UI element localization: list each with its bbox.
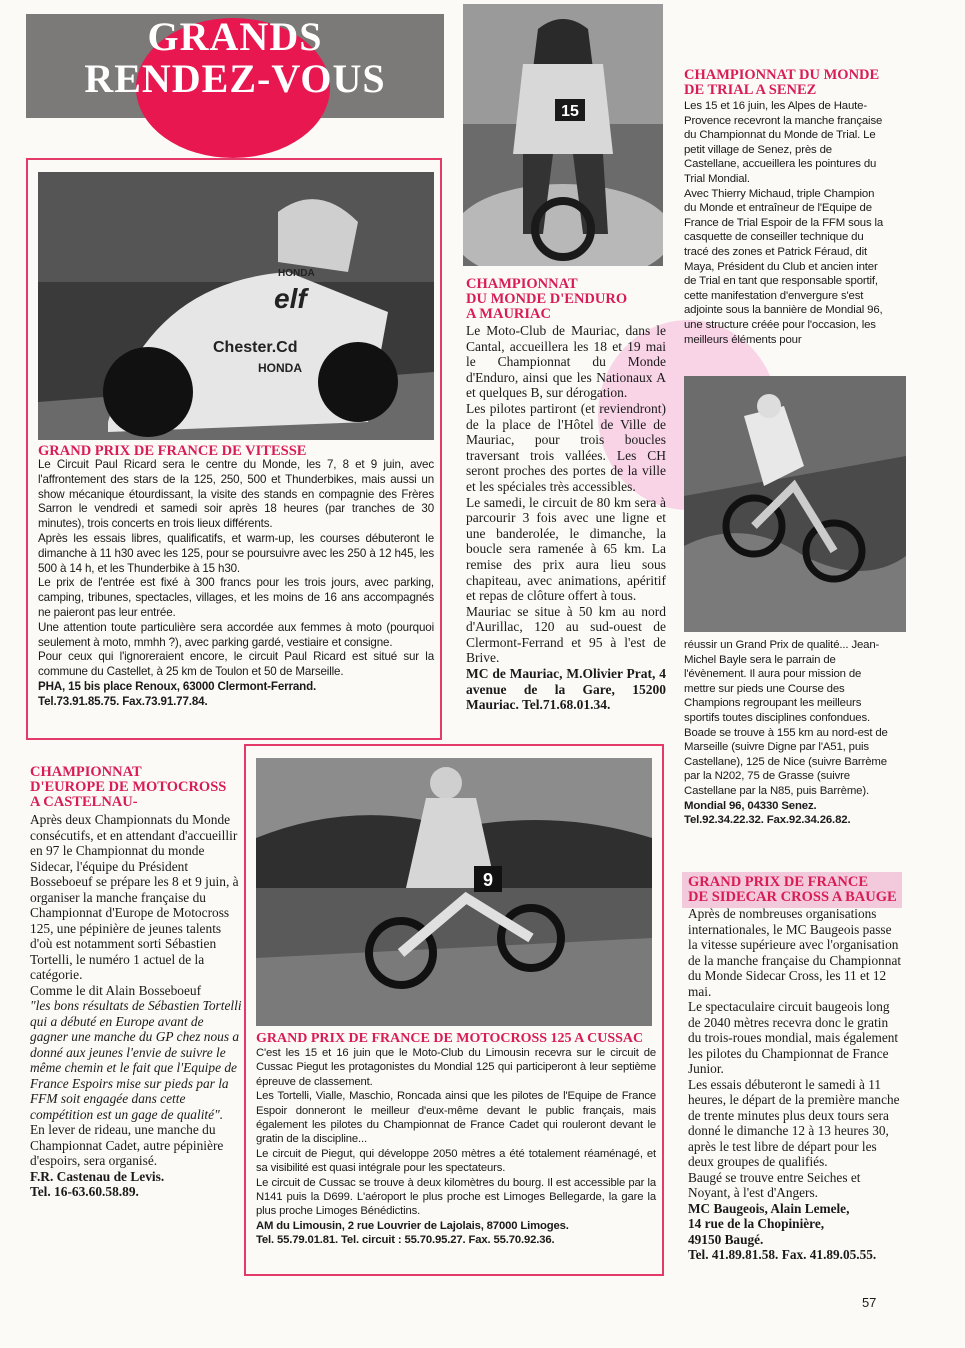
vitesse-heading: GRAND PRIX DE FRANCE DE VITESSE bbox=[38, 443, 307, 459]
trial-heading-line2: DE TRIAL A SENEZ bbox=[684, 82, 817, 98]
photo-road-racer bbox=[38, 172, 434, 440]
europe-paragraph: En lever de rideau, une manche du Championnat Cadet, autre pépinière d'espoirs, sera organisé. bbox=[30, 1122, 224, 1168]
cussac-paragraph: C'est les 15 et 16 juin que le Moto-Club du Limousin recevra sur le circuit de Cussac Piegut les protagonistes du Mondial 125 qui participeront à leur septième épreuve de classement. bbox=[256, 1047, 656, 1088]
enduro-heading-line2: DU MONDE D'ENDURO bbox=[466, 291, 628, 307]
europe-heading-line2: D'EUROPE DE MOTOCROSS bbox=[30, 779, 227, 795]
page-title bbox=[26, 16, 444, 100]
sidecar-paragraph: Les essais débuteront le samedi à 11 heures, le départ de la première manche de trente minutes plus deux tours sera donné le dimanche 12 à 13 heures 30, après le test libre de départ pour les deux groupes de qualifiés. bbox=[688, 1076, 900, 1169]
europe-paragraph: Comme le dit Alain Bosseboeuf bbox=[30, 982, 202, 998]
trial-paragraph: Les 15 et 16 juin, les Alpes de Haute-Provence recevront la manche française du Championnat du Monde de Trial. Le petit village de Senez, près de Castellane, accueillera les pointures du Trial Mondial. bbox=[684, 100, 883, 185]
sidecar-contact-club: MC Baugeois, Alain Lemele, bbox=[688, 1200, 850, 1216]
vitesse-body bbox=[38, 458, 434, 710]
vitesse-contact-phone: Tel.73.91.85.75. Fax.73.91.77.84. bbox=[38, 694, 208, 708]
europe-heading-line3: A CASTELNAU- bbox=[30, 794, 138, 810]
trial-body bbox=[684, 99, 888, 347]
sidecar-contact-city: 49150 Baugé. bbox=[688, 1231, 764, 1247]
enduro-contact: MC de Mauriac, M.Olivier Prat, 4 avenue de la Gare, 15200 Mauriac. Tel.71.68.01.34. bbox=[466, 666, 666, 713]
enduro-number: 15 bbox=[561, 103, 579, 120]
cussac-contact-phone: Tel. 55.79.01.81. Tel. circuit : 55.70.95.27. Fax. 55.70.92.36. bbox=[256, 1234, 555, 1247]
vitesse-paragraph: Le Circuit Paul Ricard sera le centre du Monde, les 7, 8 et 9 juin, avec l'affrontement des stars de la 125, 250, 500 et Thunderbikes, mais aussi un show mécanique étourdissant, la visite des stands en compagnie des Frères Sarron le vendredi et samedi soir après 18 heures (par tranches de 30 minutes), trois concerts en trois lieux différents. bbox=[38, 458, 434, 531]
sidecar-heading-line2: DE SIDECAR CROSS A BAUGE bbox=[688, 889, 897, 905]
trial-contact-address: Mondial 96, 04330 Senez. bbox=[684, 799, 817, 812]
europe-contact-phone: Tel. 16-63.60.58.89. bbox=[30, 1184, 139, 1199]
europe-heading-line1: CHAMPIONNAT bbox=[30, 764, 142, 780]
helmet-brand: HONDA bbox=[278, 268, 315, 279]
enduro-paragraph: Le Moto-Club de Mauriac, dans le Cantal, accueillera les 18 et 19 mai le Championnat du Monde d'Enduro, ainsi que les Nationaux A et quelques B, sur dérogation. bbox=[466, 323, 666, 401]
sidecar-contact-street: 14 rue de la Chopinière, bbox=[688, 1216, 825, 1231]
cussac-paragraph: Les Tortelli, Vialle, Maschio, Roncada ainsi que les pilotes de l'Equipe de France Espoir donneront le meilleur d'eux-même devant le public français, mais également les pilotes du Championnat de France Cadet qui rouleront devant le gratin de la discipline... bbox=[256, 1090, 656, 1146]
trial-contact-phone: Tel.92.34.22.32. Fax.92.34.26.82. bbox=[684, 814, 851, 827]
europe-paragraph: Après deux Championnats du Monde consécutifs, et en attendant d'accueillir en 97 le Championnat du monde Sidecar, l'équipe du Président Bosseboeuf se prépare les 8 et 9 juin, à organiser la manche française du Championnat d'Europe de Motocross 125, une pépinière de jeunes talents d'où est notamment sorti Sébastien Tortelli, le numéro 1 actuel de la catégorie. bbox=[30, 812, 239, 982]
cussac-heading: GRAND PRIX DE FRANCE DE MOTOCROSS 125 A CUSSAC bbox=[256, 1031, 644, 1046]
sidecar-body bbox=[688, 906, 902, 1263]
page-title-line1: GRANDS bbox=[147, 14, 323, 59]
cross-number: 9 bbox=[482, 870, 494, 890]
europe-heading bbox=[30, 765, 240, 810]
page-number: 57 bbox=[862, 1295, 877, 1310]
vitesse-paragraph: Après les essais libres, qualificatifs, et warm-up, les courses débuteront le dimanche à 11 h30 avec les 125, pour se poursuivre avec les 250 à 12 h45, les 500 à 14 h, et les Thunderbike à 15 h30. bbox=[38, 531, 434, 575]
trial-paragraph: Avec Thierry Michaud, triple Champion du Monde et entraîneur de l'Equipe de France de Trial Espoir de la FFM sous la casquette de conseiller technique du tracé des zones et Patrick Féraud, dit Maya, Président du Club et ancien inter de Trial en tant que responsable sportif, cette manifestation d'envergure s'est adjointe sous la bannière de Mondial 96, une structure créée pour l'occasion, les meilleurs éléments pour bbox=[684, 187, 884, 346]
trial-continuation-text: réussir un Grand Prix de qualité... Jean-Michel Bayle sera le parrain de l'évènement. Il aura pour mission de mettre sur pieds une Course des Champions regroupant les meilleurs sportifs toutes disciplines confondues. Boade se trouve à 155 km au nord-est de Marseille (suivre Digne par l'A51, puis Castellane), 125 de Nice (suivre Barrème par la N202, 75 de Grasse (suivre Castellane par la N85, puis Barrème). bbox=[684, 639, 888, 797]
photo-motocross-rider bbox=[256, 758, 652, 1026]
sidecar-paragraph: Après de nombreuses organisations internationales, le MC Baugeois passe la vitesse supérieure avec l'organisation de la manche française du Championnat du Monde Sidecar Cross, les 11 et 12 mai. bbox=[688, 906, 902, 999]
europe-contact-name: F.R. Castenau de Levis. bbox=[30, 1168, 165, 1184]
enduro-paragraph: Mauriac se situe à 50 km au nord d'Aurillac, 120 au sud-ouest de Clermont-Ferrand et 95 à l'est de Brive. bbox=[466, 603, 666, 666]
sidecar-paragraph: Le spectaculaire circuit baugeois long de 2040 mètres recevra donc le gratin du trois-roues mondial, mais également les pilotes du Championnat de France Junior. bbox=[688, 999, 899, 1076]
trial-continuation bbox=[684, 638, 888, 828]
enduro-heading bbox=[466, 277, 666, 322]
enduro-paragraph: Les pilotes partiront (et reviendront) de la place de l'Hôtel de Ville de Mauriac, pour trois boucles traversant trois vallées. Les CH seront proches des portes de la ville et les spéciales très accessibles. bbox=[466, 400, 666, 494]
enduro-paragraph: Le samedi, le circuit de 80 km sera à parcourir 3 fois avec une ligne et une banderolée, le dimanche, la boucle sera ramenée à 65 km. La remise des prix aura lieu sous chapiteau, avec animations, apéritif et repas de clôture offert à tous. bbox=[466, 494, 666, 604]
sidecar-paragraph: Baugé se trouve entre Seiches et Noyant, à l'est d'Angers. bbox=[688, 1169, 861, 1200]
page-title-line2: RENDEZ-VOUS bbox=[84, 56, 386, 101]
europe-body bbox=[30, 812, 242, 1200]
cussac-paragraph: Le circuit de Cussac se trouve à deux kilomètres du bourg. Il est accessible par la N141 puis la D699. L'aéroport le plus proche est Limoges Bellegarde, la gare la plus proche Limoges Bénédictins. bbox=[256, 1176, 656, 1218]
trial-heading-line1: CHAMPIONNAT DU MONDE bbox=[684, 67, 880, 83]
cussac-body bbox=[256, 1046, 656, 1248]
enduro-heading-line3: A MAURIAC bbox=[466, 306, 551, 322]
vitesse-paragraph: Le prix de l'entrée est fixé à 300 francs pour les trois jours, avec parking, camping, tribunes, spectacles, villages, et les moins de 16 ans accompagnés ne paieront pas leur entrée. bbox=[38, 576, 434, 619]
enduro-heading-line1: CHAMPIONNAT bbox=[466, 276, 578, 292]
europe-quote: "les bons résultats de Sébastien Tortelli qui a débuté en Europe avant de gagner une manche du GP chez nous a donné aux jeunes l'envie de suivre le même chemin et le fait que l'Equipe de France Espoirs mise sur pieds par la FFM soit engagée dans cette compétition est un gage de qualité". bbox=[30, 998, 242, 1122]
sidecar-contact-phone: Tel. 41.89.81.58. Fax. 41.89.05.55. bbox=[688, 1247, 877, 1262]
fairing-elf-logo: elf bbox=[274, 283, 307, 314]
photo-trial-rider bbox=[684, 376, 906, 632]
fairing-sponsor-logo: Chester.Cd bbox=[213, 339, 298, 356]
sidecar-heading bbox=[688, 875, 902, 905]
enduro-body bbox=[466, 323, 666, 713]
vitesse-contact-address: PHA, 15 bis place Renoux, 63000 Clermont-Ferrand. bbox=[38, 679, 317, 693]
fairing-side-brand: HONDA bbox=[258, 361, 302, 375]
vitesse-paragraph: Pour ceux qui l'ignoreraient encore, le circuit Paul Ricard est situé sur la commune du Castellet, à 25 km de Toulon et 50 de Marseille. bbox=[38, 650, 434, 679]
trial-heading bbox=[684, 68, 884, 98]
photo-enduro-rider bbox=[463, 4, 663, 266]
cussac-contact-address: AM du Limousin, 2 rue Louvrier de Lajolais, 87000 Limoges. bbox=[256, 1219, 569, 1232]
sidecar-heading-line1: GRAND PRIX DE FRANCE bbox=[688, 874, 869, 890]
cussac-paragraph: Le circuit de Piegut, qui développe 2050 mètres a été totalement réaménagé, et sa visibilité est quasi intégrale pour les spectateurs. bbox=[256, 1147, 656, 1175]
vitesse-paragraph: Une attention toute particulière sera accordée aux femmes à moto (pourquoi seulement à moto, mmhh ?), avec parking gardé, vestiaire et consigne. bbox=[38, 620, 434, 649]
